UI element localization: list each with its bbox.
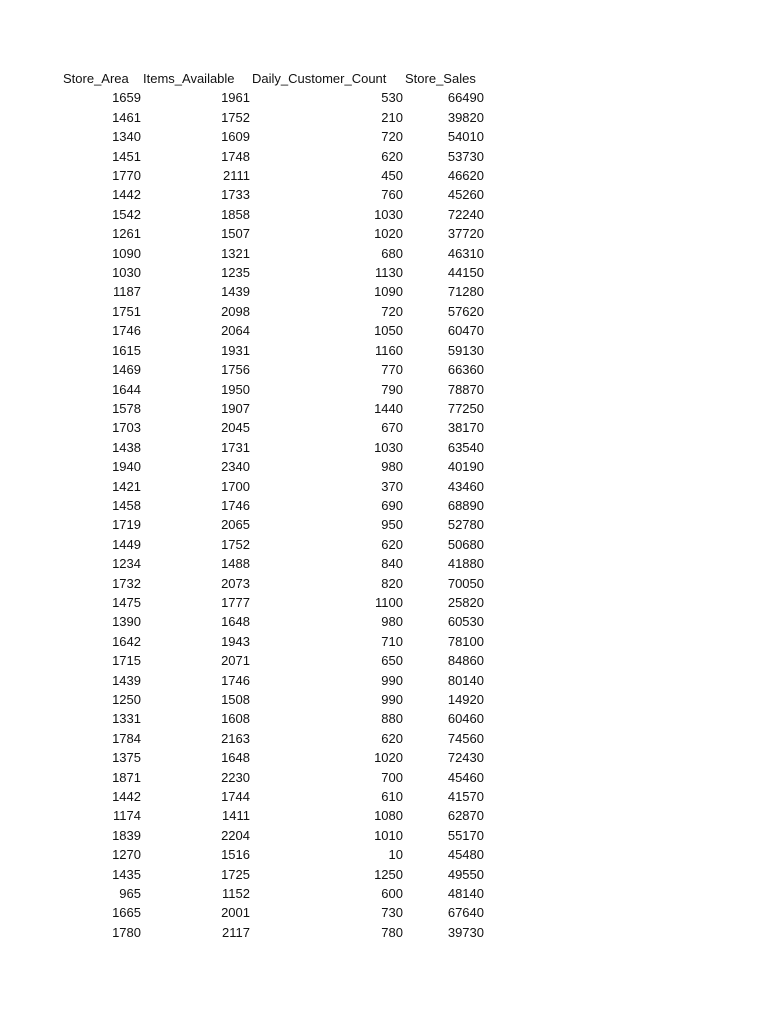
daily-customer-count-cell: 600: [381, 886, 403, 902]
store-sales-cell: 74560: [447, 730, 484, 746]
header-row: [60, 69, 484, 88]
daily-customer-count-cell: 1010: [374, 827, 403, 843]
store-sales-cell: 46620: [447, 168, 484, 184]
store-sales-cell: 48140: [447, 886, 484, 902]
store-area-cell: 1449: [112, 536, 141, 552]
items-available-cell: 2117: [222, 924, 250, 940]
items-available-cell: 1609: [221, 129, 250, 145]
column-header-items-available: Items_Available: [143, 71, 235, 86]
items-available-cell: 1950: [221, 381, 250, 397]
store-area-cell: 1375: [112, 750, 141, 766]
daily-customer-count-cell: 620: [381, 148, 403, 164]
daily-customer-count-cell: 1100: [375, 594, 403, 610]
items-available-cell: 1748: [221, 148, 250, 164]
store-area-cell: 1542: [112, 206, 141, 222]
daily-customer-count-cell: 620: [381, 536, 403, 552]
daily-customer-count-cell: 1160: [375, 342, 403, 358]
store-sales-cell: 72430: [447, 750, 484, 766]
items-available-cell: 1411: [222, 808, 250, 824]
store-area-cell: 1732: [112, 575, 141, 591]
daily-customer-count-cell: 690: [381, 497, 403, 513]
table-row: [60, 845, 484, 864]
items-available-cell: 1508: [221, 692, 250, 707]
daily-customer-count-cell: 770: [381, 362, 403, 378]
store-sales-cell: 80140: [447, 672, 484, 688]
store-area-cell: 1187: [113, 284, 141, 300]
table-row: [60, 593, 484, 612]
items-available-cell: 1235: [221, 265, 250, 281]
table-row: [60, 166, 484, 185]
items-available-cell: 1744: [221, 789, 250, 805]
store-sales-cell: 78870: [447, 381, 484, 397]
items-available-cell: 1752: [221, 109, 250, 125]
daily-customer-count-cell: 990: [381, 672, 403, 688]
store-area-cell: 965: [119, 886, 141, 902]
store-area-cell: 1331: [112, 711, 141, 727]
items-available-cell: 2111: [223, 168, 250, 184]
items-available-cell: 2071: [221, 653, 250, 669]
store-area-cell: 1458: [112, 497, 141, 513]
store-area-cell: 1451: [112, 148, 141, 164]
items-available-cell: 2163: [221, 730, 250, 746]
store-area-cell: 1703: [112, 420, 141, 436]
store-area-cell: 1261: [112, 226, 141, 242]
store-sales-cell: 50680: [447, 536, 484, 552]
items-available-cell: 1746: [221, 672, 250, 688]
items-available-cell: 1648: [221, 750, 250, 766]
daily-customer-count-cell: 980: [381, 459, 403, 475]
store-area-cell: 1770: [112, 168, 141, 184]
items-available-cell: 1777: [221, 594, 250, 610]
store-sales-cell: 39730: [447, 924, 484, 940]
items-available-cell: 1931: [221, 342, 250, 358]
store-sales-cell: 60460: [447, 711, 484, 727]
table-row: [60, 282, 484, 301]
items-available-cell: 1733: [221, 187, 250, 203]
daily-customer-count-cell: 730: [381, 905, 403, 921]
table-row: [60, 690, 484, 709]
store-area-cell: 1665: [112, 905, 141, 921]
items-available-cell: 1746: [221, 497, 250, 513]
items-available-cell: 2045: [221, 420, 250, 436]
items-available-cell: 1648: [221, 614, 250, 630]
store-sales-cell: 67640: [447, 905, 484, 921]
store-sales-cell: 45480: [447, 847, 484, 863]
store-area-cell: 1839: [112, 827, 141, 843]
daily-customer-count-cell: 780: [381, 924, 403, 940]
store-area-cell: 1421: [112, 478, 141, 494]
daily-customer-count-cell: 880: [381, 711, 403, 727]
store-sales-cell: 54010: [447, 129, 484, 145]
store-sales-cell: 40190: [447, 459, 484, 475]
items-available-cell: 1507: [221, 226, 250, 242]
store-sales-cell: 72240: [447, 206, 484, 222]
items-available-cell: 1731: [221, 439, 250, 455]
daily-customer-count-cell: 610: [381, 789, 403, 805]
table-row: [60, 205, 484, 224]
store-sales-cell: 45260: [447, 187, 484, 203]
daily-customer-count-cell: 10: [388, 847, 403, 863]
table-row: [60, 903, 484, 922]
store-area-cell: 1439: [112, 672, 141, 688]
store-sales-cell: 41570: [447, 789, 484, 805]
daily-customer-count-cell: 650: [381, 653, 403, 669]
daily-customer-count-cell: 840: [381, 556, 403, 572]
table-row: [60, 826, 484, 845]
table-row: [60, 554, 484, 573]
store-sales-cell: 43460: [447, 478, 484, 494]
table-row: [60, 709, 484, 728]
table-row: [60, 671, 484, 690]
table-row: [60, 244, 484, 263]
items-available-cell: 2073: [221, 575, 250, 591]
store-sales-cell: 59130: [447, 342, 484, 358]
items-available-cell: 1725: [221, 866, 250, 882]
daily-customer-count-cell: 1130: [375, 265, 403, 281]
items-available-cell: 1516: [221, 847, 250, 863]
table-row: [60, 612, 484, 631]
store-sales-cell: 66360: [447, 362, 484, 378]
store-sales-cell: 53730: [447, 148, 484, 164]
table-row: [60, 224, 484, 243]
daily-customer-count-cell: 530: [381, 90, 403, 106]
store-sales-cell: 52780: [447, 517, 484, 533]
daily-customer-count-cell: 1020: [374, 226, 403, 242]
table-row: [60, 108, 484, 127]
store-area-cell: 1438: [112, 439, 141, 455]
store-sales-cell: 57620: [447, 303, 484, 319]
items-available-cell: 2340: [221, 459, 250, 475]
store-area-cell: 1871: [112, 769, 141, 785]
items-available-cell: 1943: [221, 633, 250, 649]
daily-customer-count-cell: 1090: [374, 284, 403, 300]
store-sales-cell: 77250: [447, 400, 484, 416]
table-row: [60, 574, 484, 593]
table-row: [60, 865, 484, 884]
items-available-cell: 1858: [221, 206, 250, 222]
daily-customer-count-cell: 720: [381, 129, 403, 145]
table-body: [60, 88, 484, 942]
store-sales-cell: 62870: [447, 808, 484, 824]
store-sales-cell: 39820: [447, 109, 484, 125]
items-available-cell: 1700: [221, 478, 250, 494]
items-available-cell: 2064: [221, 323, 250, 339]
store-area-cell: 1644: [112, 381, 141, 397]
table-row: [60, 477, 484, 496]
store-sales-cell: 68890: [447, 497, 484, 513]
store-area-cell: 1250: [112, 692, 141, 707]
data-table: [60, 69, 484, 942]
store-area-cell: 1940: [112, 459, 141, 475]
table-row: [60, 185, 484, 204]
store-area-cell: 1642: [112, 633, 141, 649]
table-row: [60, 302, 484, 321]
daily-customer-count-cell: 760: [381, 187, 403, 203]
daily-customer-count-cell: 1030: [374, 206, 403, 222]
items-available-cell: 1756: [221, 362, 250, 378]
table-row: [60, 496, 484, 515]
store-area-cell: 1461: [112, 109, 141, 125]
store-area-cell: 1442: [112, 187, 141, 203]
items-available-cell: 2204: [221, 827, 250, 843]
daily-customer-count-cell: 620: [381, 730, 403, 746]
spreadsheet: [60, 69, 484, 942]
items-available-cell: 1608: [221, 711, 250, 727]
store-area-cell: 1469: [112, 362, 141, 378]
table-row: [60, 457, 484, 476]
store-area-cell: 1780: [112, 924, 141, 940]
items-available-cell: 2001: [221, 905, 250, 921]
store-area-cell: 1746: [112, 323, 141, 339]
table-row: [60, 360, 484, 379]
store-area-cell: 1784: [112, 730, 141, 746]
table-row: [60, 651, 484, 670]
store-sales-cell: 44150: [447, 265, 484, 281]
daily-customer-count-cell: 670: [381, 420, 403, 436]
daily-customer-count-cell: 450: [381, 168, 403, 184]
store-area-cell: 1475: [112, 594, 141, 610]
items-available-cell: 2230: [221, 769, 250, 785]
store-sales-cell: 41880: [447, 556, 484, 572]
store-sales-cell: 63540: [447, 439, 484, 455]
daily-customer-count-cell: 990: [381, 692, 403, 707]
table-row: [60, 321, 484, 340]
table-row: [60, 768, 484, 787]
table-row: [60, 380, 484, 399]
store-area-cell: 1435: [112, 866, 141, 882]
daily-customer-count-cell: 1080: [374, 808, 403, 824]
items-available-cell: 1439: [221, 284, 250, 300]
store-area-cell: 1751: [112, 303, 141, 319]
store-sales-cell: 37720: [447, 226, 484, 242]
store-area-cell: 1578: [112, 400, 141, 416]
store-sales-cell: 66490: [447, 90, 484, 106]
store-area-cell: 1270: [112, 847, 141, 863]
store-sales-cell: 38170: [447, 420, 484, 436]
store-area-cell: 1030: [112, 265, 141, 281]
daily-customer-count-cell: 210: [381, 109, 403, 125]
store-area-cell: 1719: [112, 517, 141, 533]
table-row: [60, 535, 484, 554]
items-available-cell: 1488: [221, 556, 250, 572]
table-row: [60, 923, 484, 942]
table-row: [60, 263, 484, 282]
store-sales-cell: 45460: [447, 769, 484, 785]
table-row: [60, 515, 484, 534]
items-available-cell: 1152: [222, 886, 250, 902]
store-area-cell: 1442: [112, 789, 141, 805]
items-available-cell: 1961: [221, 90, 250, 106]
daily-customer-count-cell: 1020: [374, 750, 403, 766]
store-area-cell: 1715: [112, 653, 141, 669]
table-row: [60, 438, 484, 457]
store-area-cell: 1234: [112, 556, 141, 572]
table-row: [60, 341, 484, 360]
daily-customer-count-cell: 1250: [374, 866, 403, 882]
table-row: [60, 632, 484, 651]
table-row: [60, 418, 484, 437]
daily-customer-count-cell: 790: [381, 381, 403, 397]
table-row: [60, 787, 484, 806]
store-sales-cell: 78100: [447, 633, 484, 649]
store-area-cell: 1340: [112, 129, 141, 145]
daily-customer-count-cell: 1030: [374, 439, 403, 455]
store-area-cell: 1390: [112, 614, 141, 630]
items-available-cell: 2098: [221, 303, 250, 319]
store-sales-cell: 49550: [447, 866, 484, 882]
column-header-daily-customer-count: Daily_Customer_Count: [252, 71, 387, 86]
store-sales-cell: 60530: [447, 614, 484, 630]
daily-customer-count-cell: 980: [381, 614, 403, 630]
store-sales-cell: 55170: [447, 827, 484, 843]
store-sales-cell: 14920: [447, 692, 484, 707]
store-sales-cell: 25820: [447, 594, 484, 610]
table-row: [60, 399, 484, 418]
items-available-cell: 1907: [221, 400, 250, 416]
store-sales-cell: 84860: [447, 653, 484, 669]
items-available-cell: 1752: [221, 536, 250, 552]
store-area-cell: 1174: [113, 808, 141, 824]
daily-customer-count-cell: 950: [381, 517, 403, 533]
store-area-cell: 1090: [112, 245, 141, 261]
table-row: [60, 147, 484, 166]
items-available-cell: 1321: [221, 245, 250, 261]
daily-customer-count-cell: 370: [381, 478, 403, 494]
store-sales-cell: 70050: [447, 575, 484, 591]
daily-customer-count-cell: 820: [381, 575, 403, 591]
table-row: [60, 884, 484, 903]
daily-customer-count-cell: 1050: [374, 323, 403, 339]
table-row: [60, 88, 484, 107]
daily-customer-count-cell: 720: [381, 303, 403, 319]
store-sales-cell: 46310: [447, 245, 484, 261]
store-sales-cell: 60470: [447, 323, 484, 339]
daily-customer-count-cell: 680: [381, 245, 403, 261]
table-row: [60, 748, 484, 767]
store-area-cell: 1615: [112, 342, 141, 358]
column-header-store-sales: Store_Sales: [405, 71, 476, 86]
daily-customer-count-cell: 710: [381, 633, 403, 649]
items-available-cell: 2065: [221, 517, 250, 533]
column-header-store-area: Store_Area: [63, 71, 129, 86]
daily-customer-count-cell: 700: [381, 769, 403, 785]
store-area-cell: 1659: [112, 90, 141, 106]
table-row: [60, 729, 484, 748]
table-row: [60, 127, 484, 146]
table-header: [60, 69, 484, 88]
daily-customer-count-cell: 1440: [374, 400, 403, 416]
store-sales-cell: 71280: [447, 284, 484, 300]
table-row: [60, 806, 484, 825]
